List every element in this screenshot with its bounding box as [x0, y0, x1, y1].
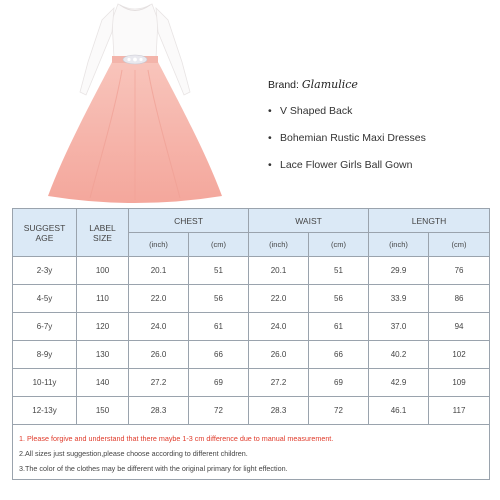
cell-chest-inch: 26.0: [129, 341, 189, 369]
header-chest: CHEST: [129, 209, 249, 233]
cell-age: 12-13y: [13, 397, 77, 425]
header-age-line: SUGGEST: [23, 222, 66, 233]
cell-waist-inch: 22.0: [249, 285, 309, 313]
unit-cell: (cm): [189, 233, 249, 257]
header-label-line: LABEL: [89, 222, 116, 233]
brand-name: Glamulice: [301, 78, 358, 91]
table-row: [13, 257, 490, 285]
cell-chest-inch: 24.0: [129, 313, 189, 341]
cell-chest-cm: 61: [189, 313, 249, 341]
size-chart-table: [12, 208, 490, 480]
cell-label-size: 110: [77, 285, 129, 313]
cell-length-inch: 37.0: [369, 313, 429, 341]
cell-age: 10-11y: [13, 369, 77, 397]
cell-label-size: 130: [77, 341, 129, 369]
cell-chest-inch: 27.2: [129, 369, 189, 397]
cell-chest-inch: 22.0: [129, 285, 189, 313]
cell-waist-cm: 56: [309, 285, 369, 313]
header-length: LENGTH: [369, 209, 490, 233]
cell-waist-cm: 66: [309, 341, 369, 369]
unit-cell: (inch): [369, 233, 429, 257]
cell-chest-inch: 20.1: [129, 257, 189, 285]
cell-length-cm: 76: [429, 257, 490, 285]
dress-product-image: [40, 0, 230, 205]
notes-cell: [13, 425, 490, 480]
header-row: [13, 209, 490, 233]
cell-waist-cm: 72: [309, 397, 369, 425]
cell-length-cm: 102: [429, 341, 490, 369]
header-label-line: SIZE: [93, 232, 112, 243]
cell-length-inch: 29.9: [369, 257, 429, 285]
feature-item: [268, 105, 493, 117]
cell-chest-cm: 69: [189, 369, 249, 397]
table-row: [13, 397, 490, 425]
bullet-icon: •: [268, 105, 272, 117]
unit-cell: (inch): [129, 233, 189, 257]
header-age-line: AGE: [35, 232, 54, 243]
unit-cell: (inch): [249, 233, 309, 257]
header-age: [13, 209, 77, 257]
cell-length-inch: 46.1: [369, 397, 429, 425]
brand-label: Brand:: [268, 79, 299, 91]
header-label-size: [77, 209, 129, 257]
cell-age: 4-5y: [13, 285, 77, 313]
note-item: 3.The color of the clothes may be different with the original primary for light effection.: [19, 464, 288, 473]
unit-cell: (cm): [429, 233, 490, 257]
cell-length-cm: 94: [429, 313, 490, 341]
cell-waist-cm: 69: [309, 369, 369, 397]
feature-text: Bohemian Rustic Maxi Dresses: [280, 132, 426, 144]
feature-text: Lace Flower Girls Ball Gown: [280, 159, 413, 171]
bullet-icon: •: [268, 132, 272, 144]
cell-chest-cm: 56: [189, 285, 249, 313]
table-row: [13, 369, 490, 397]
cell-chest-cm: 72: [189, 397, 249, 425]
unit-cell: (cm): [309, 233, 369, 257]
note-item: 2.All sizes just suggestion,please choose according to different children.: [19, 449, 248, 458]
cell-waist-inch: 26.0: [249, 341, 309, 369]
bullet-icon: •: [268, 159, 272, 171]
cell-length-cm: 86: [429, 285, 490, 313]
cell-waist-cm: 51: [309, 257, 369, 285]
cell-chest-inch: 28.3: [129, 397, 189, 425]
cell-age: 6-7y: [13, 313, 77, 341]
cell-label-size: 120: [77, 313, 129, 341]
table-row: [13, 285, 490, 313]
header-waist: WAIST: [249, 209, 369, 233]
cell-waist-inch: 24.0: [249, 313, 309, 341]
cell-length-inch: 33.9: [369, 285, 429, 313]
cell-label-size: 140: [77, 369, 129, 397]
notes-row: [13, 425, 490, 480]
cell-age: 2-3y: [13, 257, 77, 285]
cell-waist-inch: 20.1: [249, 257, 309, 285]
cell-chest-cm: 51: [189, 257, 249, 285]
cell-waist-cm: 61: [309, 313, 369, 341]
feature-item: [268, 159, 493, 171]
product-info: [268, 78, 493, 186]
cell-label-size: 100: [77, 257, 129, 285]
cell-waist-inch: 27.2: [249, 369, 309, 397]
cell-label-size: 150: [77, 397, 129, 425]
cell-length-inch: 42.9: [369, 369, 429, 397]
feature-item: [268, 132, 493, 144]
cell-chest-cm: 66: [189, 341, 249, 369]
cell-age: 8-9y: [13, 341, 77, 369]
table-row: [13, 341, 490, 369]
cell-length-cm: 109: [429, 369, 490, 397]
feature-text: V Shaped Back: [280, 105, 353, 117]
note-item: 1. Please forgive and understand that there maybe 1-3 cm difference due to manual measurement.: [19, 434, 334, 443]
brand-line: [268, 78, 493, 91]
cell-length-cm: 117: [429, 397, 490, 425]
cell-waist-inch: 28.3: [249, 397, 309, 425]
cell-length-inch: 40.2: [369, 341, 429, 369]
table-row: [13, 313, 490, 341]
